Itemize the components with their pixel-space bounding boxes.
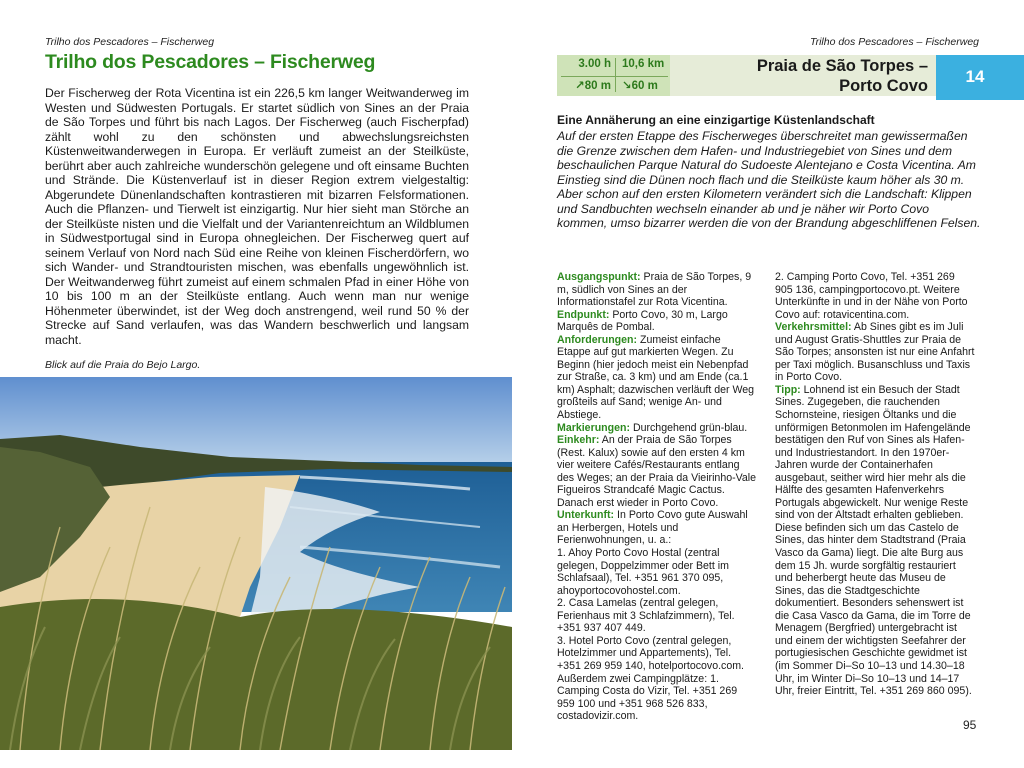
lead-text: Auf der ersten Etappe des Fischerweges überschreitet man gewissermaßen die Grenze zwischen dem Hafen- und Industriegebiet von Sines und dem beschaulichen Parque Natural do Sudoeste Alentejano e Costa Vicentina. Am Einstieg sind die Dünen noch flach und die Steilküste kaum höher als 30 m. Aber schon auf den ersten Kilometern verändert sich die Landschaft: Klippen und Sandbuchten wechseln einander ab und je näher wir Porto Covo kommen, umso bizarrer werden die von der Brandung abgeschliffenen Felsen.	[557, 129, 981, 230]
info-label: Ausgangspunkt:	[557, 271, 641, 283]
subheading: Eine Annäherung an eine einzigartige Küstenlandschaft	[557, 113, 875, 127]
info-paragraph	[557, 309, 757, 334]
tour-title	[670, 56, 928, 96]
descent: ↘60 m	[622, 80, 658, 92]
intro-text: Der Fischerweg der Rota Vicentina ist ein 226,5 km langer Weitwanderweg im Westen und Südwesten Portugals. Er startet südlich von Sines an der Praia de São Torpes und führt bis nach Lagos. Der Fischerweg (auch Fischerpfad) zählt wohl zu den schönsten und abwechslungsreichsten Küstenweitwanderwegen in Europa. Er verläuft zumeist an der Steilküste, berührt aber auch zahlreiche wunderschön gelegene und oft einsame Buchten und Strände. Die Küstenverlauf ist in dieser Region extrem vielgestaltig: Abgerundete Dünenlandschaften kontrastieren mit bizarren Felsformationen. Auch die Pflanzen- und Tierwelt ist einzigartig. Nur hier sieht man Störche an der Steilküste nisten und die Vielfalt und der Variantenreichtum an Wildblumen in Südwestportugal sind in Europa ohnegleichen. Der Fischerweg quert auf seinem Verlauf von Nord nach Süd eine Reihe von kleinen Fischerdörfern, wo sich Wander- und Strandtouristen mischen, was ebenfalls ungewöhnlich ist. Der Weitwanderweg führt zumeist auf einem schmalen Pfad in einer Höhe von 10 bis 100 m an der Steilküste entlang. Auch wenn man nur wenige Höhenmeter überwindet, ist der Weg doch anstrengend, weil rund 50 % der Strecke auf Sand verlaufen, was das Wandern beschwerlich und langsam macht.	[45, 86, 469, 347]
info-text: Porto Covo, 30 m, Largo Marquês de Pombal.	[557, 308, 728, 334]
tour-number: 14	[965, 67, 985, 86]
running-head-left: Trilho dos Pescadores – Fischerweg	[45, 36, 215, 48]
info-paragraph	[775, 271, 975, 321]
info-label: Unterkunft:	[557, 509, 615, 522]
info-text: 2. Casa Lamelas (zentral gelegen, Ferienhaus mit 3 Schlafzimmern), Tel. +351 937 407 449.	[557, 597, 735, 635]
stats-divider-vertical	[615, 58, 616, 92]
info-column-1	[557, 271, 757, 723]
info-paragraph	[557, 635, 757, 723]
info-label: Einkehr:	[557, 434, 600, 447]
info-text: Durchgehend grün-blau.	[630, 421, 748, 434]
coast-photo	[0, 377, 512, 750]
info-text: In Porto Covo gute Auswahl an Herbergen, Hotels und Ferienwohnungen, u. a.:	[557, 509, 748, 547]
info-text: Ab Sines gibt es im Juli und August Gratis-Shuttles zur Praia de São Torpes; ansonsten ist nur eine Anfahrt per Taxi möglich. Busanschluss und Taxis in Porto Covo.	[775, 321, 975, 384]
info-label: Markierungen:	[557, 421, 630, 434]
info-text: 1. Ahoy Porto Covo Hostal (zentral gelegen, Doppelzimmer oder Bett im Schlafsaal), Tel. +351 961 370 095, ahoyportocovohostel.com.	[557, 547, 729, 597]
info-text: Praia de São Torpes, 9 m, südlich von Sines an der Informationstafel zur Rota Vicentina.	[557, 271, 752, 309]
info-label: Verkehrsmittel:	[775, 321, 852, 334]
info-paragraph	[775, 321, 975, 384]
info-label: Tipp:	[775, 383, 801, 396]
info-paragraph	[557, 271, 757, 309]
info-column-2	[775, 271, 975, 698]
info-text: Lohnend ist ein Besuch der Stadt Sines. Zugegeben, die rauchenden Schornsteine, riesigen Öltanks und die unförmigen Betonmolen im Hafengelände bestätigen den Ruf von Sines als Hafen- und Industriestandort. In den 1970er-Jahren wurde der Containerhafen ausgebaut, seither wird hier mehr als die Hälfte des gesamten Hafenverkehrs Portugals abgewickelt. Nur wenige Reste sind von der Altstadt erhalten geblieben. Diese befinden sich um das Castelo de Sines, das hinter dem Stadtstrand (Praia Vasco da Gama) liegt. Die alte Burg aus dem 15 Jh. wurde sorgfältig restauriert und beherbergt heute das Museu de Sines, das die Stadtgeschichte dokumentiert. Besonders sehenswert ist die Casa Vasco da Gama, die im Torre de Menagem (Bergfried) untergebracht ist und einem der wichtigsten Seefahrer der portugiesischen Geschichte gewidmet ist (im Sommer Di–So 10–13 und 14.30–18 Uhr, im Winter Di–So 10–13 und 14–17 Uhr, freier Eintritt, Tel. +351 269 860 095).	[775, 383, 972, 698]
chapter-title: Trilho dos Pescadores – Fischerweg	[45, 51, 376, 73]
ascent: ↗80 m	[575, 80, 611, 92]
info-text: An der Praia de São Torpes (Rest. Kalux) sowie auf den ersten 4 km vier weitere Cafés/Restaurants entlang des Weges; an der Praia da Vieirinho-Vale Figueiros Strandcafé Magic Cactus. Danach erst wieder in Porto Covo.	[557, 434, 757, 509]
page-number: 95	[963, 718, 977, 732]
info-paragraph	[557, 547, 757, 597]
walk-distance: 10,6 km	[622, 58, 665, 70]
info-paragraph	[557, 334, 757, 422]
info-paragraph	[557, 422, 757, 435]
running-head-right: Trilho dos Pescadores – Fischerweg	[809, 36, 979, 48]
info-paragraph	[557, 597, 757, 635]
info-paragraph	[557, 509, 757, 547]
info-paragraph	[775, 384, 975, 698]
info-label: Anforderungen:	[557, 333, 638, 346]
info-paragraph	[557, 434, 757, 509]
info-label: Endpunkt:	[557, 308, 610, 321]
stats-divider-horizontal	[561, 76, 668, 77]
info-text: 2. Camping Porto Covo, Tel. +351 269 905 136, campingportocovo.pt. Weitere Unterkünfte in und in der Nähe von Porto Covo auf: rotavicentina.com.	[775, 271, 968, 321]
tour-number-badge	[936, 55, 1024, 100]
tour-title-line1: Praia de São Torpes –	[756, 57, 928, 75]
photo-caption: Blick auf die Praia do Bejo Largo.	[45, 359, 201, 371]
tour-title-line2: Porto Covo	[839, 77, 928, 95]
info-text: 3. Hotel Porto Covo (zentral gelegen, Hotelzimmer und Appartements), Tel. +351 269 959 140, hotelportocovo.com. Außerdem zwei Campingplätze: 1. Camping Costa do Vizir, Tel. +351 269 959 100 und +351 968 526 833, costadovizir.com.	[557, 634, 744, 723]
info-text: Zumeist einfache Etappe auf gut markierten Wegen. Zu Beginn (hier jedoch meist ein Nebenpfad zur Straße, ca. 3 km) und am Ende (ca.1 km) Asphalt; dazwischen verläuft der Weg großteils auf Sand; wenige An- und Abstiege.	[557, 333, 755, 422]
walk-time: 3.00 h	[578, 58, 611, 70]
